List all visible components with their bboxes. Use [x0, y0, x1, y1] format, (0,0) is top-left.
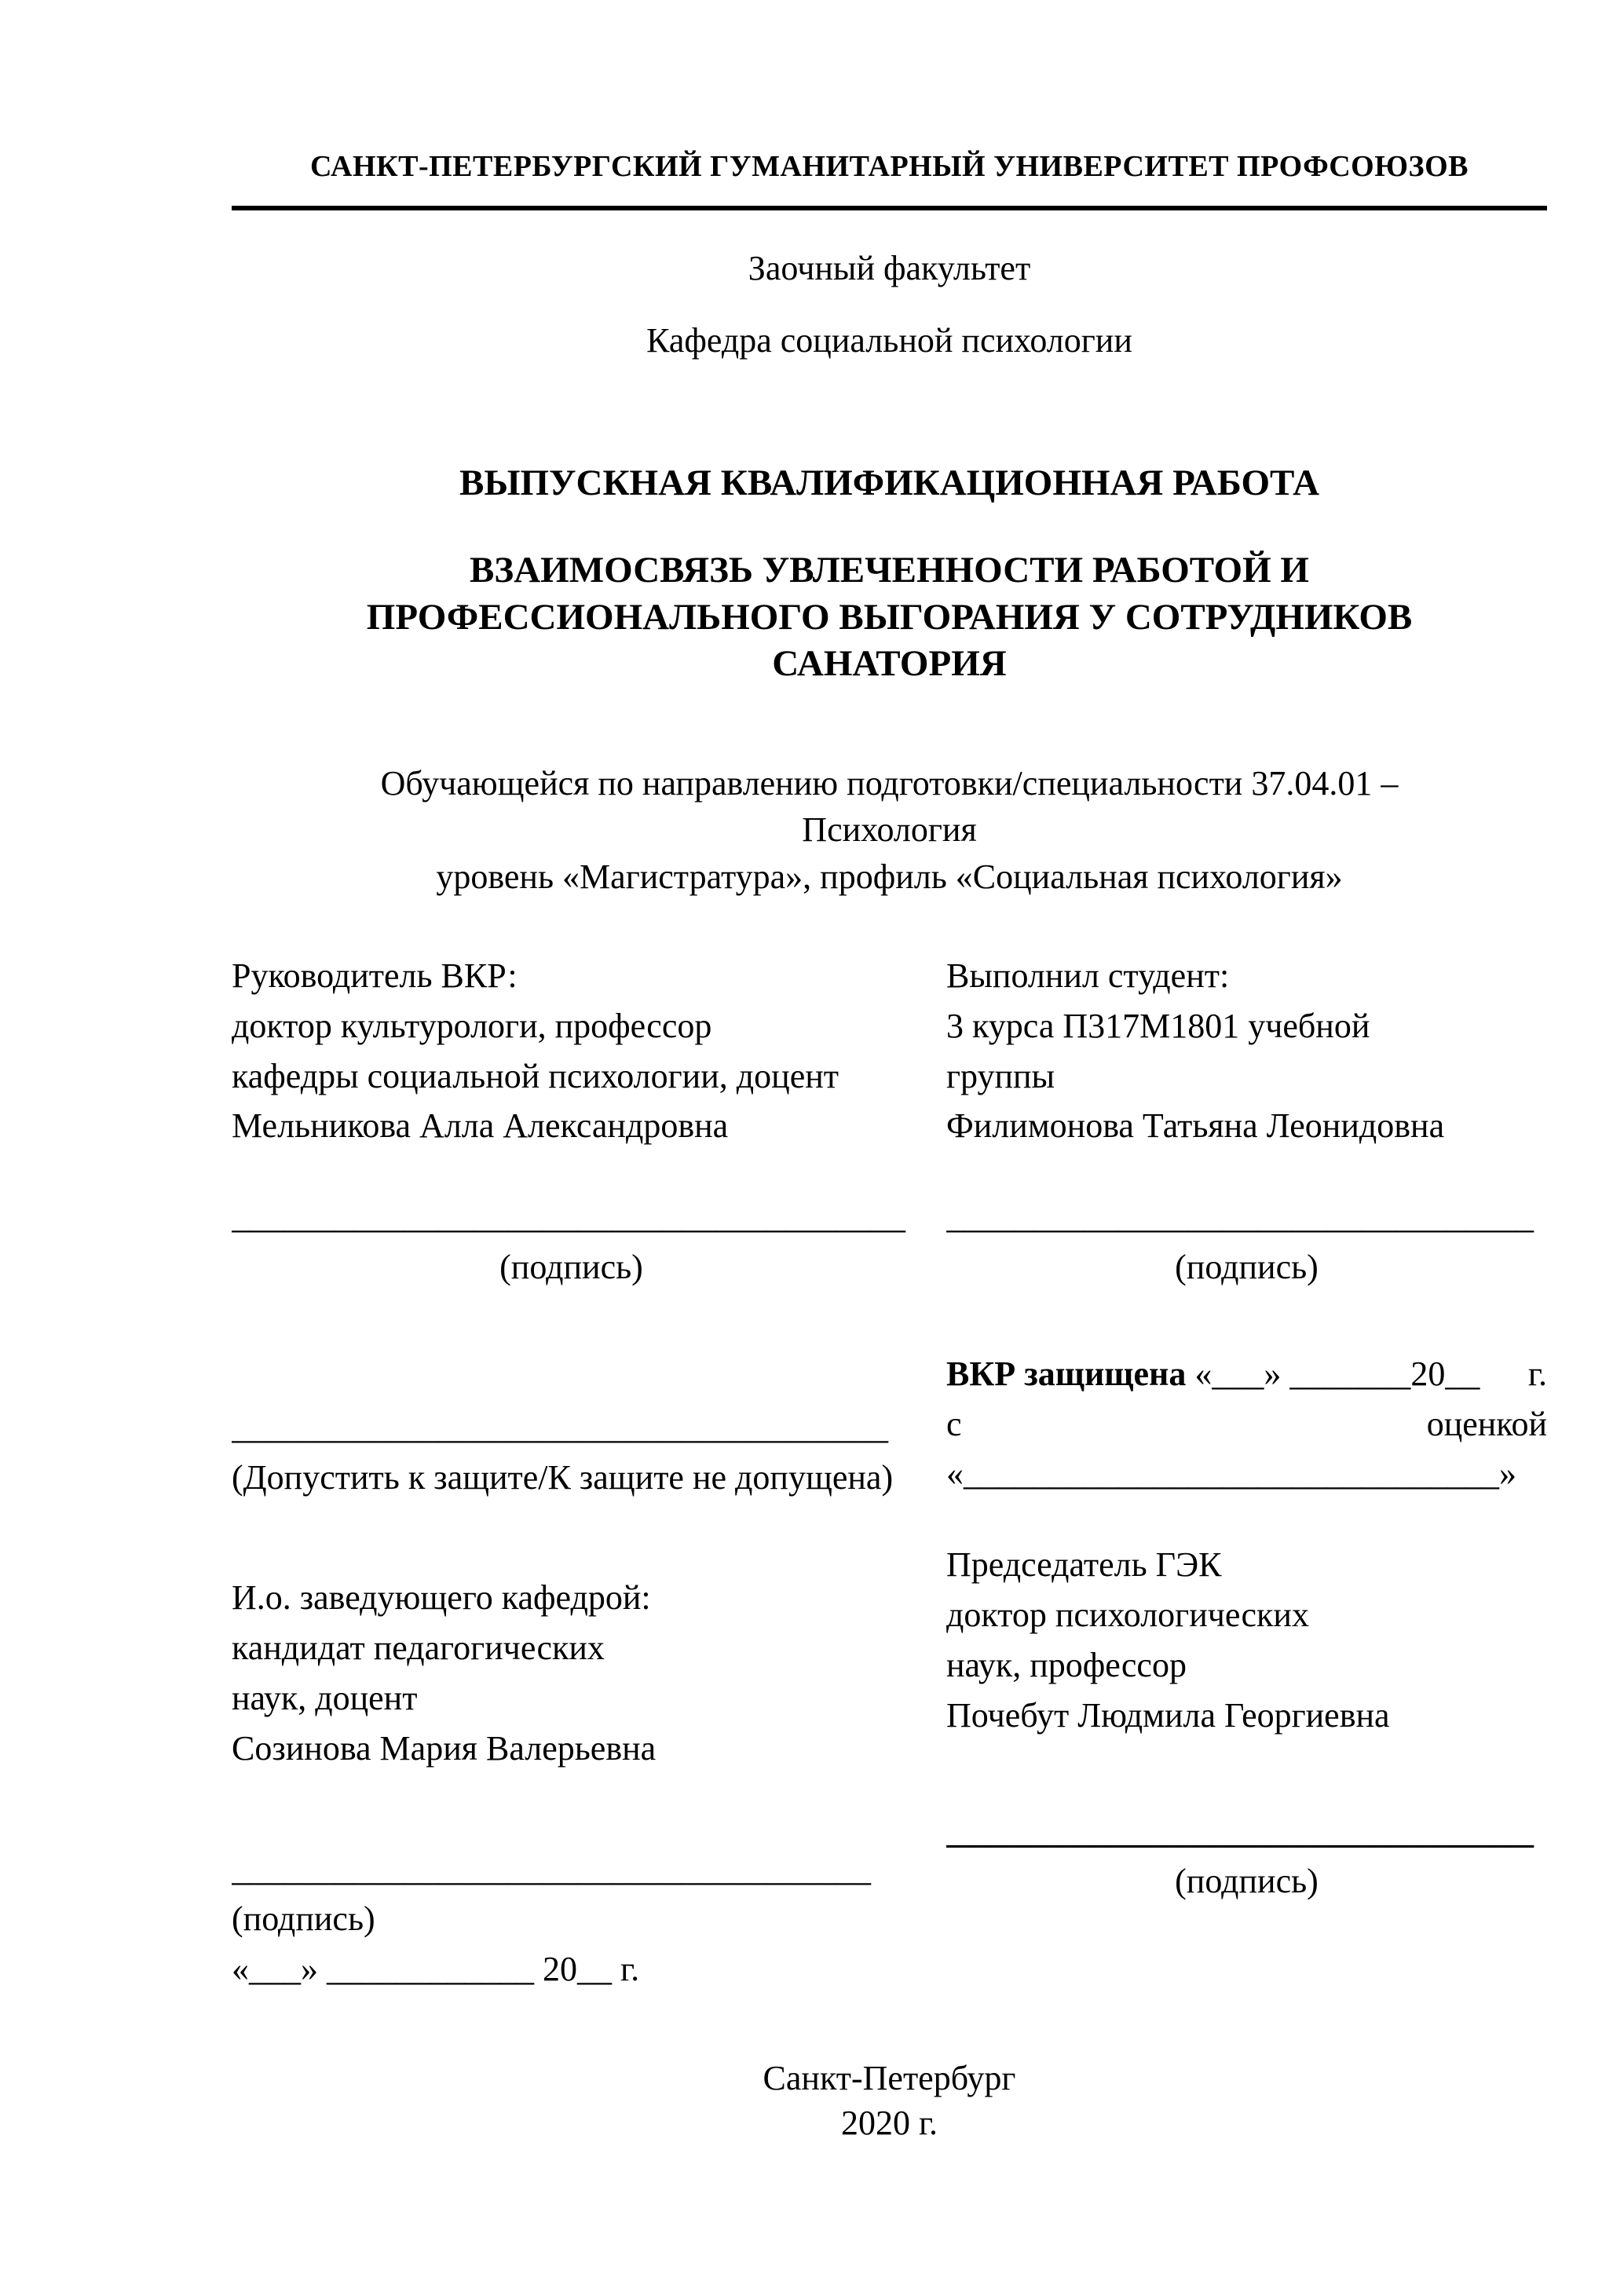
- student-group-line-2: группы: [946, 1056, 1055, 1095]
- supervisor-block: [232, 951, 946, 1151]
- chairman-signature-line: __________________________________: [946, 1812, 1534, 1851]
- faculty-name: Заочный факультет: [748, 249, 1031, 288]
- chairman-signature-caption: (подпись): [1175, 1862, 1319, 1901]
- student-signature-caption: (подпись): [1175, 1248, 1319, 1287]
- program-info: [232, 760, 1547, 900]
- officials-row: [232, 1540, 1547, 1773]
- header-rule: [232, 206, 1547, 210]
- supervisor-signature: [232, 1192, 946, 1292]
- city-name: Санкт-Петербург: [763, 2059, 1016, 2098]
- people-block: [232, 951, 1547, 1151]
- defense-date-end: г.: [1527, 1354, 1547, 1393]
- thesis-title: [232, 547, 1547, 688]
- university-name: САНКТ-ПЕТЕРБУРГСКИЙ ГУМАНИТАРНЫЙ УНИВЕРСИТЕТ ПРОФСОЮЗОВ: [310, 150, 1469, 183]
- defense-row: [232, 1349, 1547, 1503]
- supervisor-role: Руководитель ВКР:: [232, 956, 518, 996]
- defense-grade-word: оценкой: [1426, 1404, 1547, 1443]
- head-signature-caption: (подпись): [232, 1899, 375, 1939]
- student-signature: [946, 1192, 1547, 1292]
- head-name: Созинова Мария Валерьевна: [232, 1728, 657, 1768]
- student-role: Выполнил студент:: [946, 956, 1230, 996]
- defense-block: [946, 1349, 1547, 1503]
- head-degree-line-1: кандидат педагогических: [232, 1629, 605, 1668]
- defense-grade-line: «_______________________________»: [946, 1454, 1516, 1493]
- bottom-signature-row: [232, 1807, 1547, 1994]
- defense-with-word: с: [946, 1404, 962, 1443]
- student-group-line-1: 3 курса П317М1801 учебной: [946, 1006, 1370, 1045]
- chairman-degree-line-1: доктор психологических: [946, 1596, 1309, 1635]
- defense-date-start: [946, 1349, 1480, 1399]
- supervisor-signature-line: _______________________________________: [232, 1197, 905, 1237]
- supervisor-degree: доктор культурологи, профессор: [232, 1006, 712, 1045]
- chairman-block: [946, 1540, 1547, 1773]
- student-block: [946, 951, 1547, 1151]
- thesis-title-line-1: ВЗАИМОСВЯЗЬ УВЛЕЧЕННОСТИ РАБОТОЙ И: [470, 549, 1309, 590]
- student-signature-line: __________________________________: [946, 1197, 1534, 1237]
- department-name: Кафедра социальной психологии: [646, 320, 1132, 360]
- defense-date-blanks: «___» _______20__: [1194, 1354, 1480, 1393]
- thesis-title-line-3: САНАТОРИЯ: [772, 643, 1007, 685]
- head-signature-block: [232, 1807, 946, 1994]
- chairman-role: Председатель ГЭК: [946, 1545, 1222, 1585]
- admission-block: [232, 1349, 946, 1503]
- supervisor-name: Мельникова Алла Александровна: [232, 1106, 729, 1146]
- admission-line: ______________________________________: [232, 1407, 888, 1446]
- head-signature-line: _____________________________________: [232, 1849, 871, 1888]
- head-degree-line-2: наук, доцент: [232, 1679, 418, 1718]
- defense-grade-words: [946, 1399, 1547, 1450]
- program-line-1: Обучающейся по направлению подготовки/специальности 37.04.01 –: [380, 763, 1399, 803]
- chairman-signature-block: [946, 1807, 1547, 1994]
- student-name: Филимонова Татьяна Леонидовна: [946, 1106, 1445, 1146]
- year: 2020 г.: [840, 2104, 938, 2143]
- supervisor-department: кафедры социальной психологии, доцент: [232, 1056, 839, 1095]
- footer: [232, 2056, 1547, 2145]
- chairman-degree-line-2: наук, профессор: [946, 1646, 1187, 1685]
- program-line-2: Психология: [802, 810, 977, 850]
- head-role: И.о. заведующего кафедрой:: [232, 1578, 651, 1618]
- chairman-name: Почебут Людмила Георгиевна: [946, 1695, 1390, 1735]
- head-date-line: «___» ____________ 20__ г.: [232, 1950, 640, 1989]
- admission-caption: (Допустить к защите/К защите не допущена): [232, 1457, 894, 1497]
- program-line-3: уровень «Магистратура», профиль «Социальная психология»: [436, 857, 1343, 896]
- defense-label: ВКР защищена: [946, 1354, 1187, 1393]
- supervisor-signature-caption: (подпись): [499, 1248, 643, 1287]
- thesis-title-line-2: ПРОФЕССИОНАЛЬНОГО ВЫГОРАНИЯ У СОТРУДНИКОВ: [366, 596, 1413, 638]
- work-type-heading: ВЫПУСКНАЯ КВАЛИФИКАЦИОННАЯ РАБОТА: [459, 462, 1320, 503]
- defense-date-line: [946, 1349, 1547, 1399]
- signature-row: [232, 1192, 1547, 1292]
- department-head-block: [232, 1540, 946, 1773]
